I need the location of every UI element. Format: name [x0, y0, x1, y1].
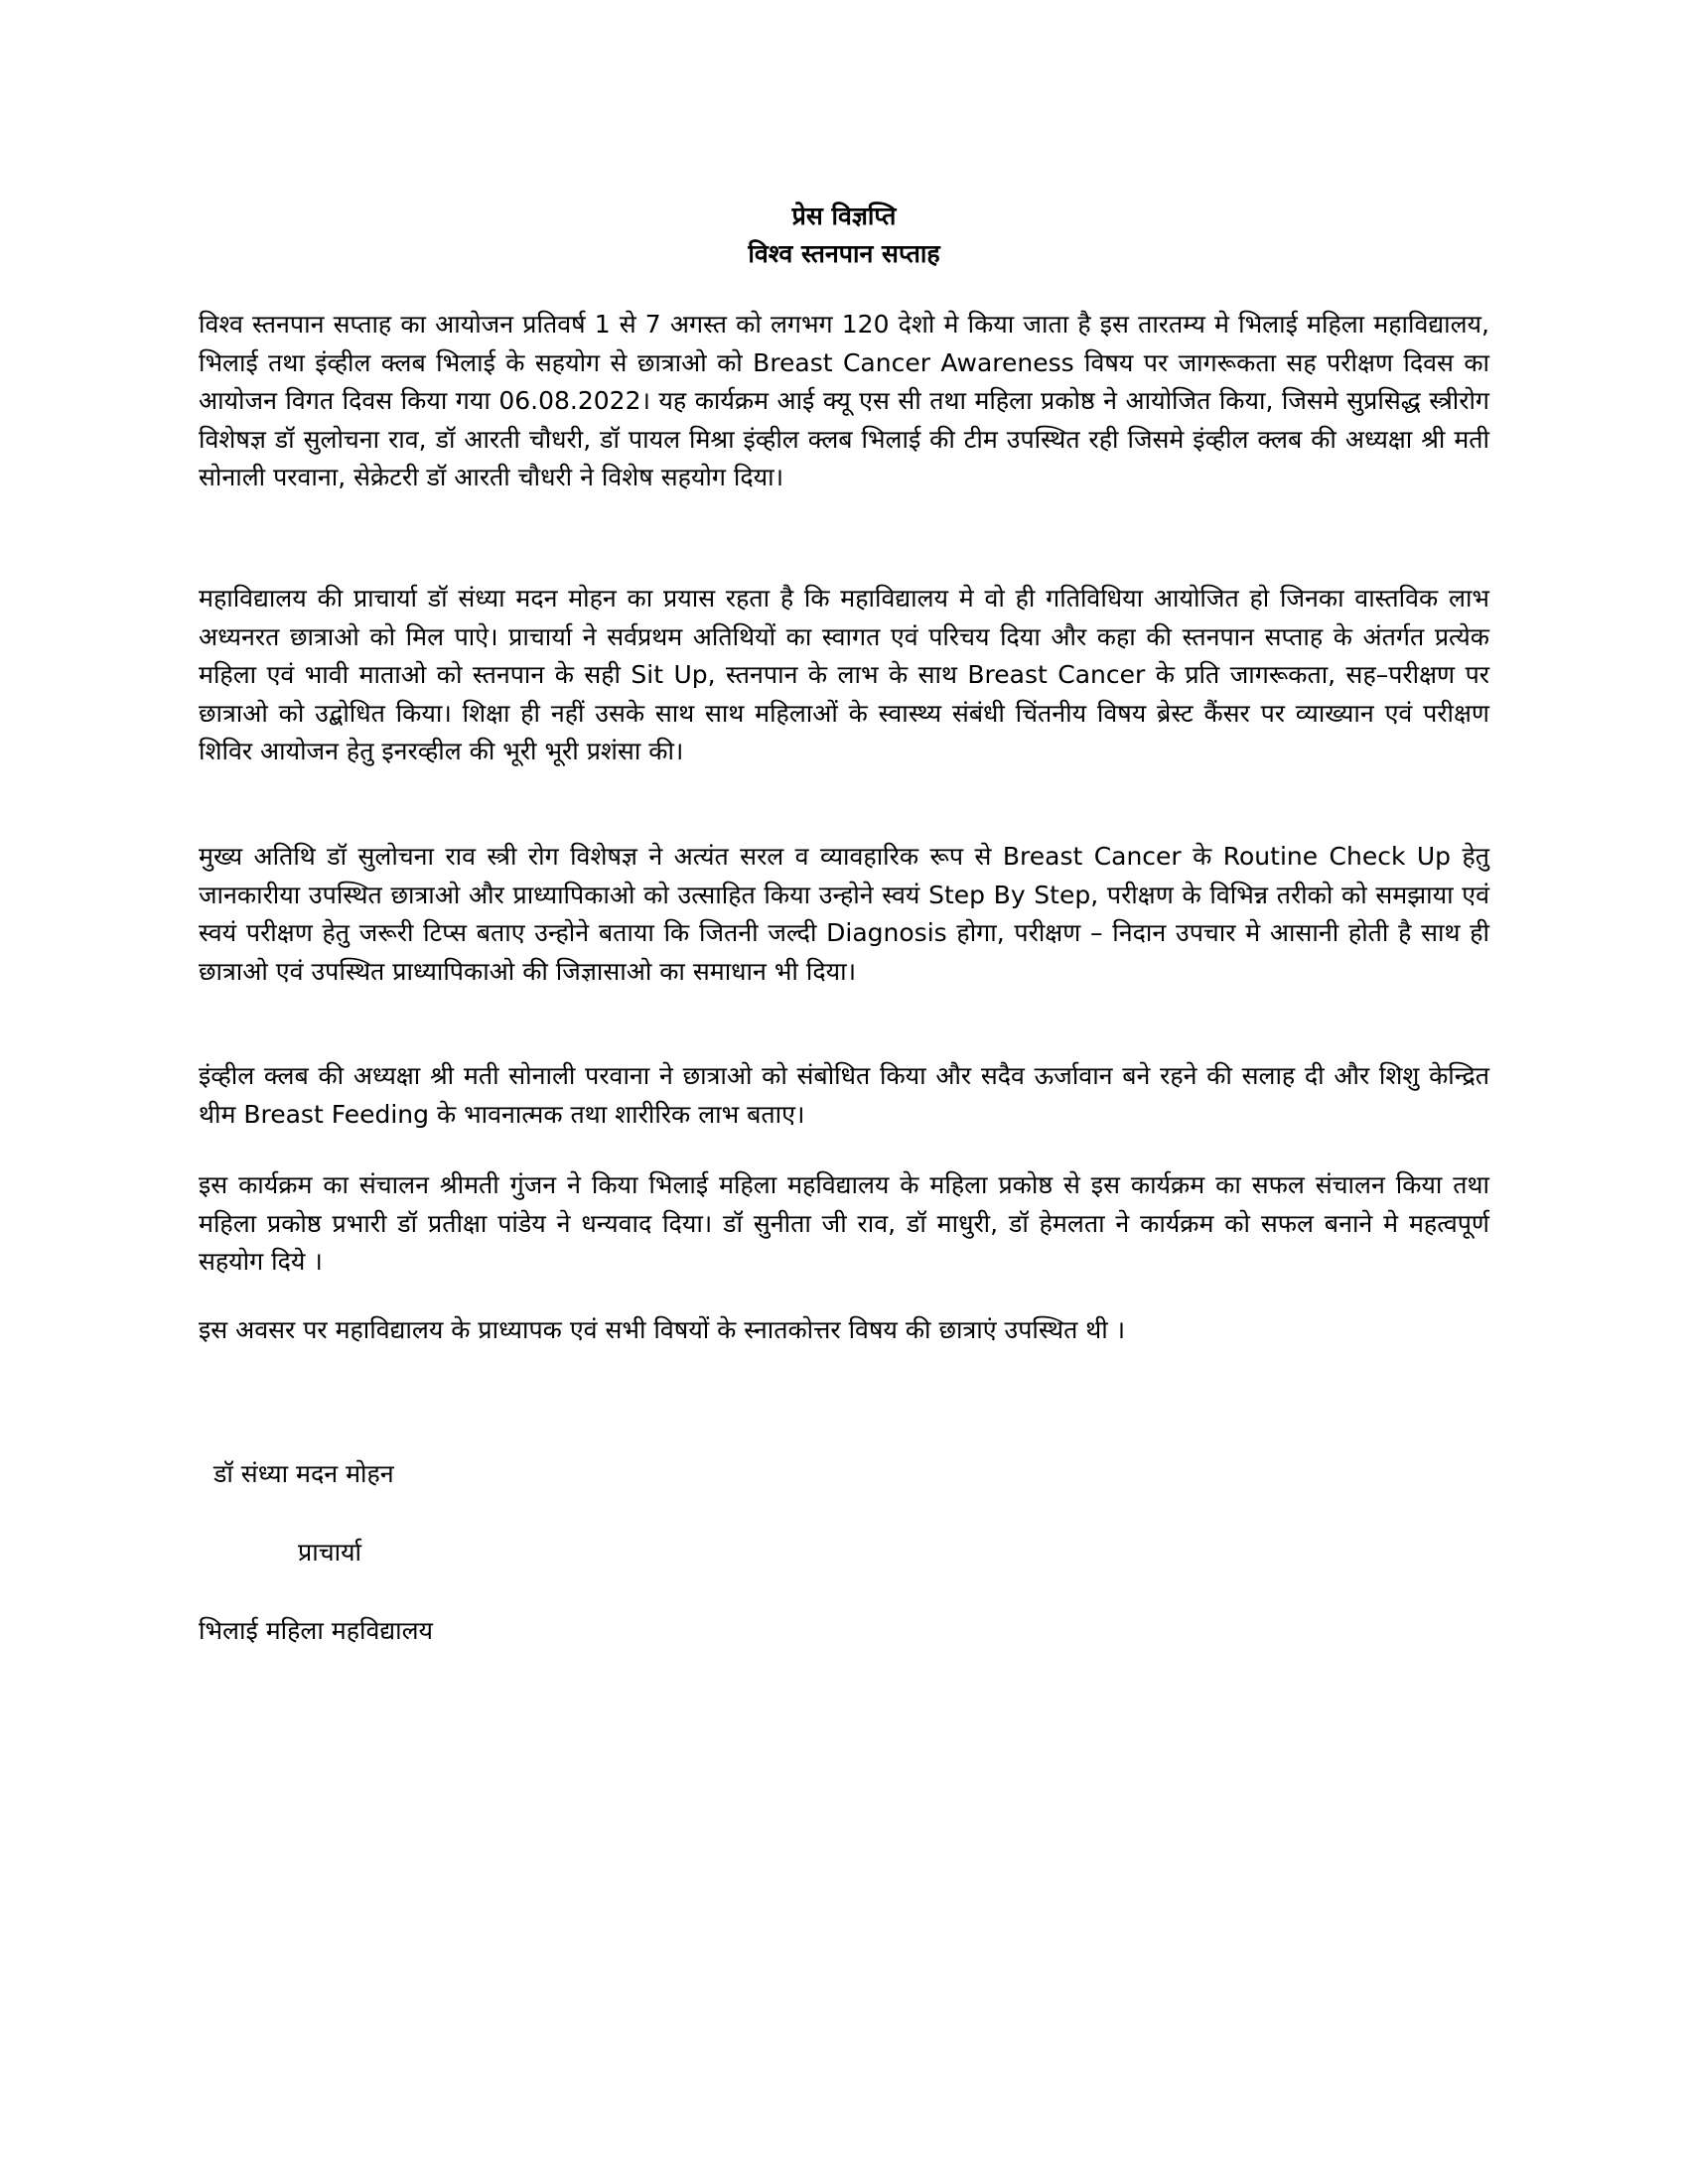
event-subtitle: विश्व स्तनपान सप्ताह	[748, 239, 940, 268]
paragraph-conduct: इस कार्यक्रम का संचालन श्रीमती गुंजन ने किया भिलाई महिला महविद्यालय के महिला प्रकोष्ठ से इस कार्यक्रम का सफल संचालन किया तथा महिला प्रकोष्ठ प्रभारी डॉ प्रतीक्षा पांडेय ने धन्यवाद दिया। डॉ सुनीता जी राव, डॉ माधुरी, डॉ हेमलता ने कार्यक्रम को सफल बनाने मे महत्वपूर्ण सहयोग दिये ।	[199, 1170, 1489, 1276]
paragraph-principal: महाविद्यालय की प्राचार्या डॉ संध्या मदन मोहन का प्रयास रहता है कि महाविद्यालय मे वो ही गतिविधिया आयोजित हो जिनका वास्तविक लाभ अध्यनरत छात्राओ को मिल पाऐ। प्राचार्या ने सर्वप्रथम अतिथियों का स्वागत एवं परिचय दिया और कहा की स्तनपान सप्ताह के अंतर्गत प्रत्येक महिला एवं भावी माताओ को स्तनपान के सही Sit Up, स्तनपान के लाभ के साथ Breast Cancer के प्रति जागरूकता, सह–परीक्षण पर छात्राओ को उद्बोधित किया। शिक्षा ही नहीं उसके साथ साथ महिलाओं के स्वास्थ्य संबंधी चिंतनीय विषय ब्रेस्ट कैंसर पर व्याख्यान एवं परीक्षण शिविर आयोजन हेतु इनरव्हील की भूरी भूरी प्रशंसा की।	[199, 584, 1489, 765]
press-release-title: प्रेस विज्ञप्ति	[791, 202, 897, 230]
paragraph-attendance: इस अवसर पर महाविद्यालय के प्राध्यापक एवं सभी विषयों के स्नातकोत्तर विषय की छात्राएं उपस्थित थी ।	[199, 1315, 1126, 1344]
paragraph-chief-guest: मुख्य अतिथि डॉ सुलोचना राव स्त्री रोग विशेषज्ञ ने अत्यंत सरल व व्यावहारिक रूप से Breast Cancer के Routine Check Up हेतु जानकारीया उपस्थित छात्राओ और प्राध्यापिकाओ को उत्साहित किया उन्होने स्वयं Step By Step, परीक्षण के विभिन्न तरीको को समझाया एवं स्वयं परीक्षण हेतु जरूरी टिप्स बताए उन्होने बताया कि जितनी जल्दी Diagnosis होगा, परीक्षण – निदान उपचार मे आसानी होती है साथ ही छात्राओ एवं उपस्थित प्राध्यापिकाओ की जिज्ञासाओ का समाधान भी दिया।	[199, 842, 1489, 986]
signatory-designation: प्राचार्या	[298, 1538, 362, 1567]
signatory-institution: भिलाई महिला महविद्यालय	[199, 1616, 434, 1645]
paragraph-club-president: इंव्हील क्लब की अध्यक्षा श्री मती सोनाली परवाना ने छात्राओ को संबोधित किया और सदैव ऊर्जावान बने रहने की सलाह दी और शिशु केन्द्रित थीम Breast Feeding के भावनात्मक तथा शारीरिक लाभ बताए।	[199, 1061, 1489, 1129]
paragraph-intro: विश्व स्तनपान सप्ताह का आयोजन प्रतिवर्ष 1 से 7 अगस्त को लगभग 120 देशो मे किया जाता है इस तारतम्य मे भिलाई महिला महाविद्यालय, भिलाई तथा इंव्हील क्लब भिलाई के सहयोग से छात्राओ को Breast Cancer Awareness विषय पर जागरूकता सह परीक्षण दिवस का आयोजन विगत दिवस किया गया 06.08.2022। यह कार्यक्रम आई क्यू एस सी तथा महिला प्रकोष्ठ ने आयोजित किया, जिसमे सुप्रसिद्ध स्त्रीरोग विशेषज्ञ डॉ सुलोचना राव, डॉ आरती चौधरी, डॉ पायल मिश्रा इंव्हील क्लब भिलाई की टीम उपस्थित रही जिसमे इंव्हील क्लब की अध्यक्षा श्री मती सोनाली परवाना, सेक्रेटरी डॉ आरती चौधरी ने विशेष सहयोग दिया।	[199, 310, 1489, 491]
signatory-name: डॉ संध्या मदन मोहन	[213, 1459, 394, 1488]
